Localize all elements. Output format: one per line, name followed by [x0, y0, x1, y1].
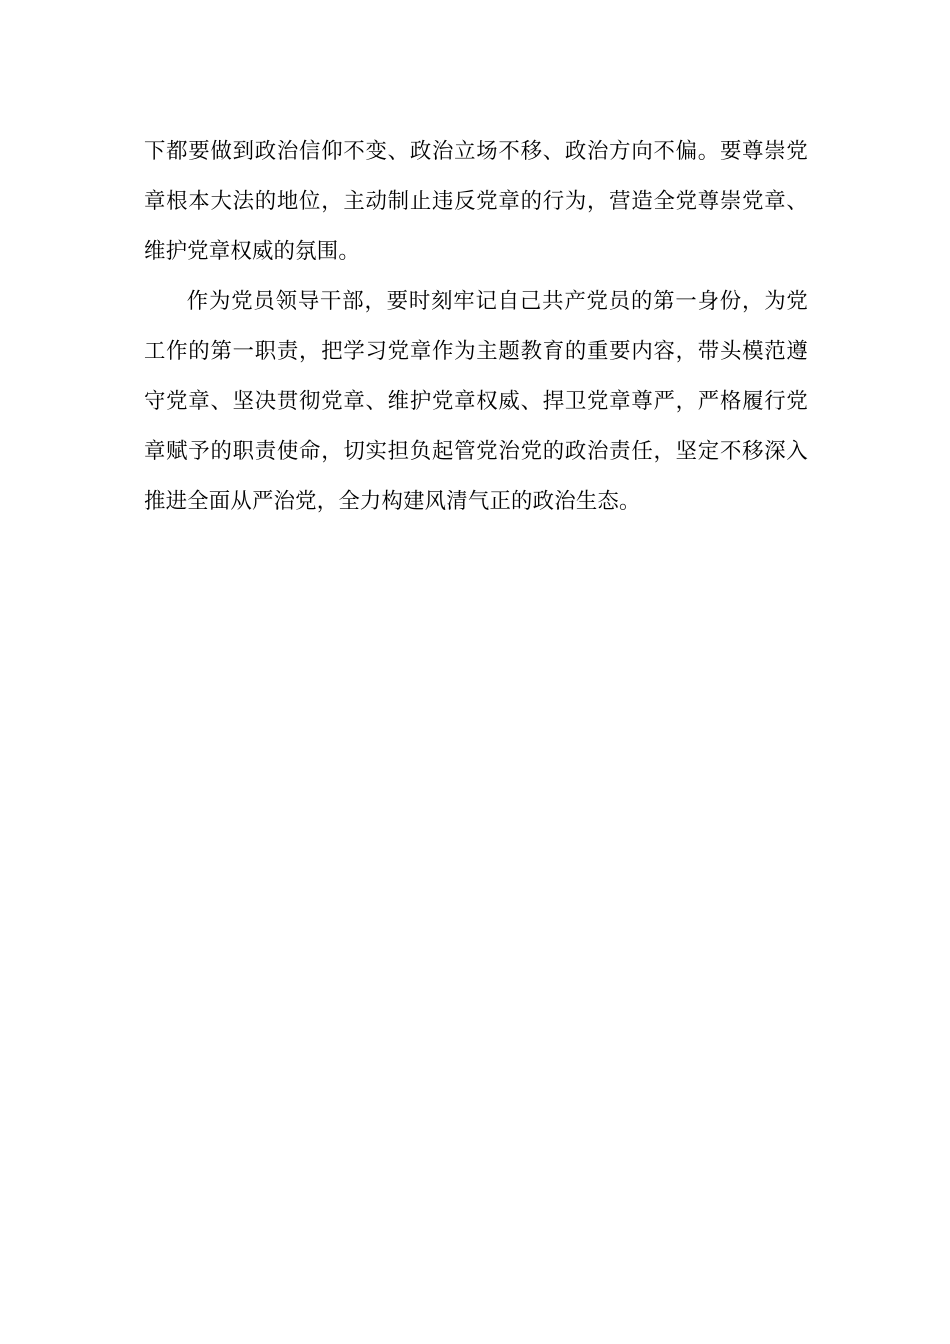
paragraph-continuation: 下都要做到政治信仰不变、政治立场不移、政治方向不偏。要尊崇党章根本大法的地位，主动制止违反党章的行为，营造全党尊崇党章、维护党章权威的氛围。 [144, 139, 808, 264]
document-body [144, 127, 808, 527]
paragraph-party-leaders: 作为党员领导干部，要时刻牢记自己共产党员的第一身份，为党工作的第一职责，把学习党章作为主题教育的重要内容，带头模范遵守党章、坚决贯彻党章、维护党章权威、捍卫党章尊严，严格履行党章赋予的职责使命，切实担负起管党治党的政治责任，坚定不移深入推进全面从严治党，全力构建风清气正的政治生态。 [144, 289, 808, 514]
